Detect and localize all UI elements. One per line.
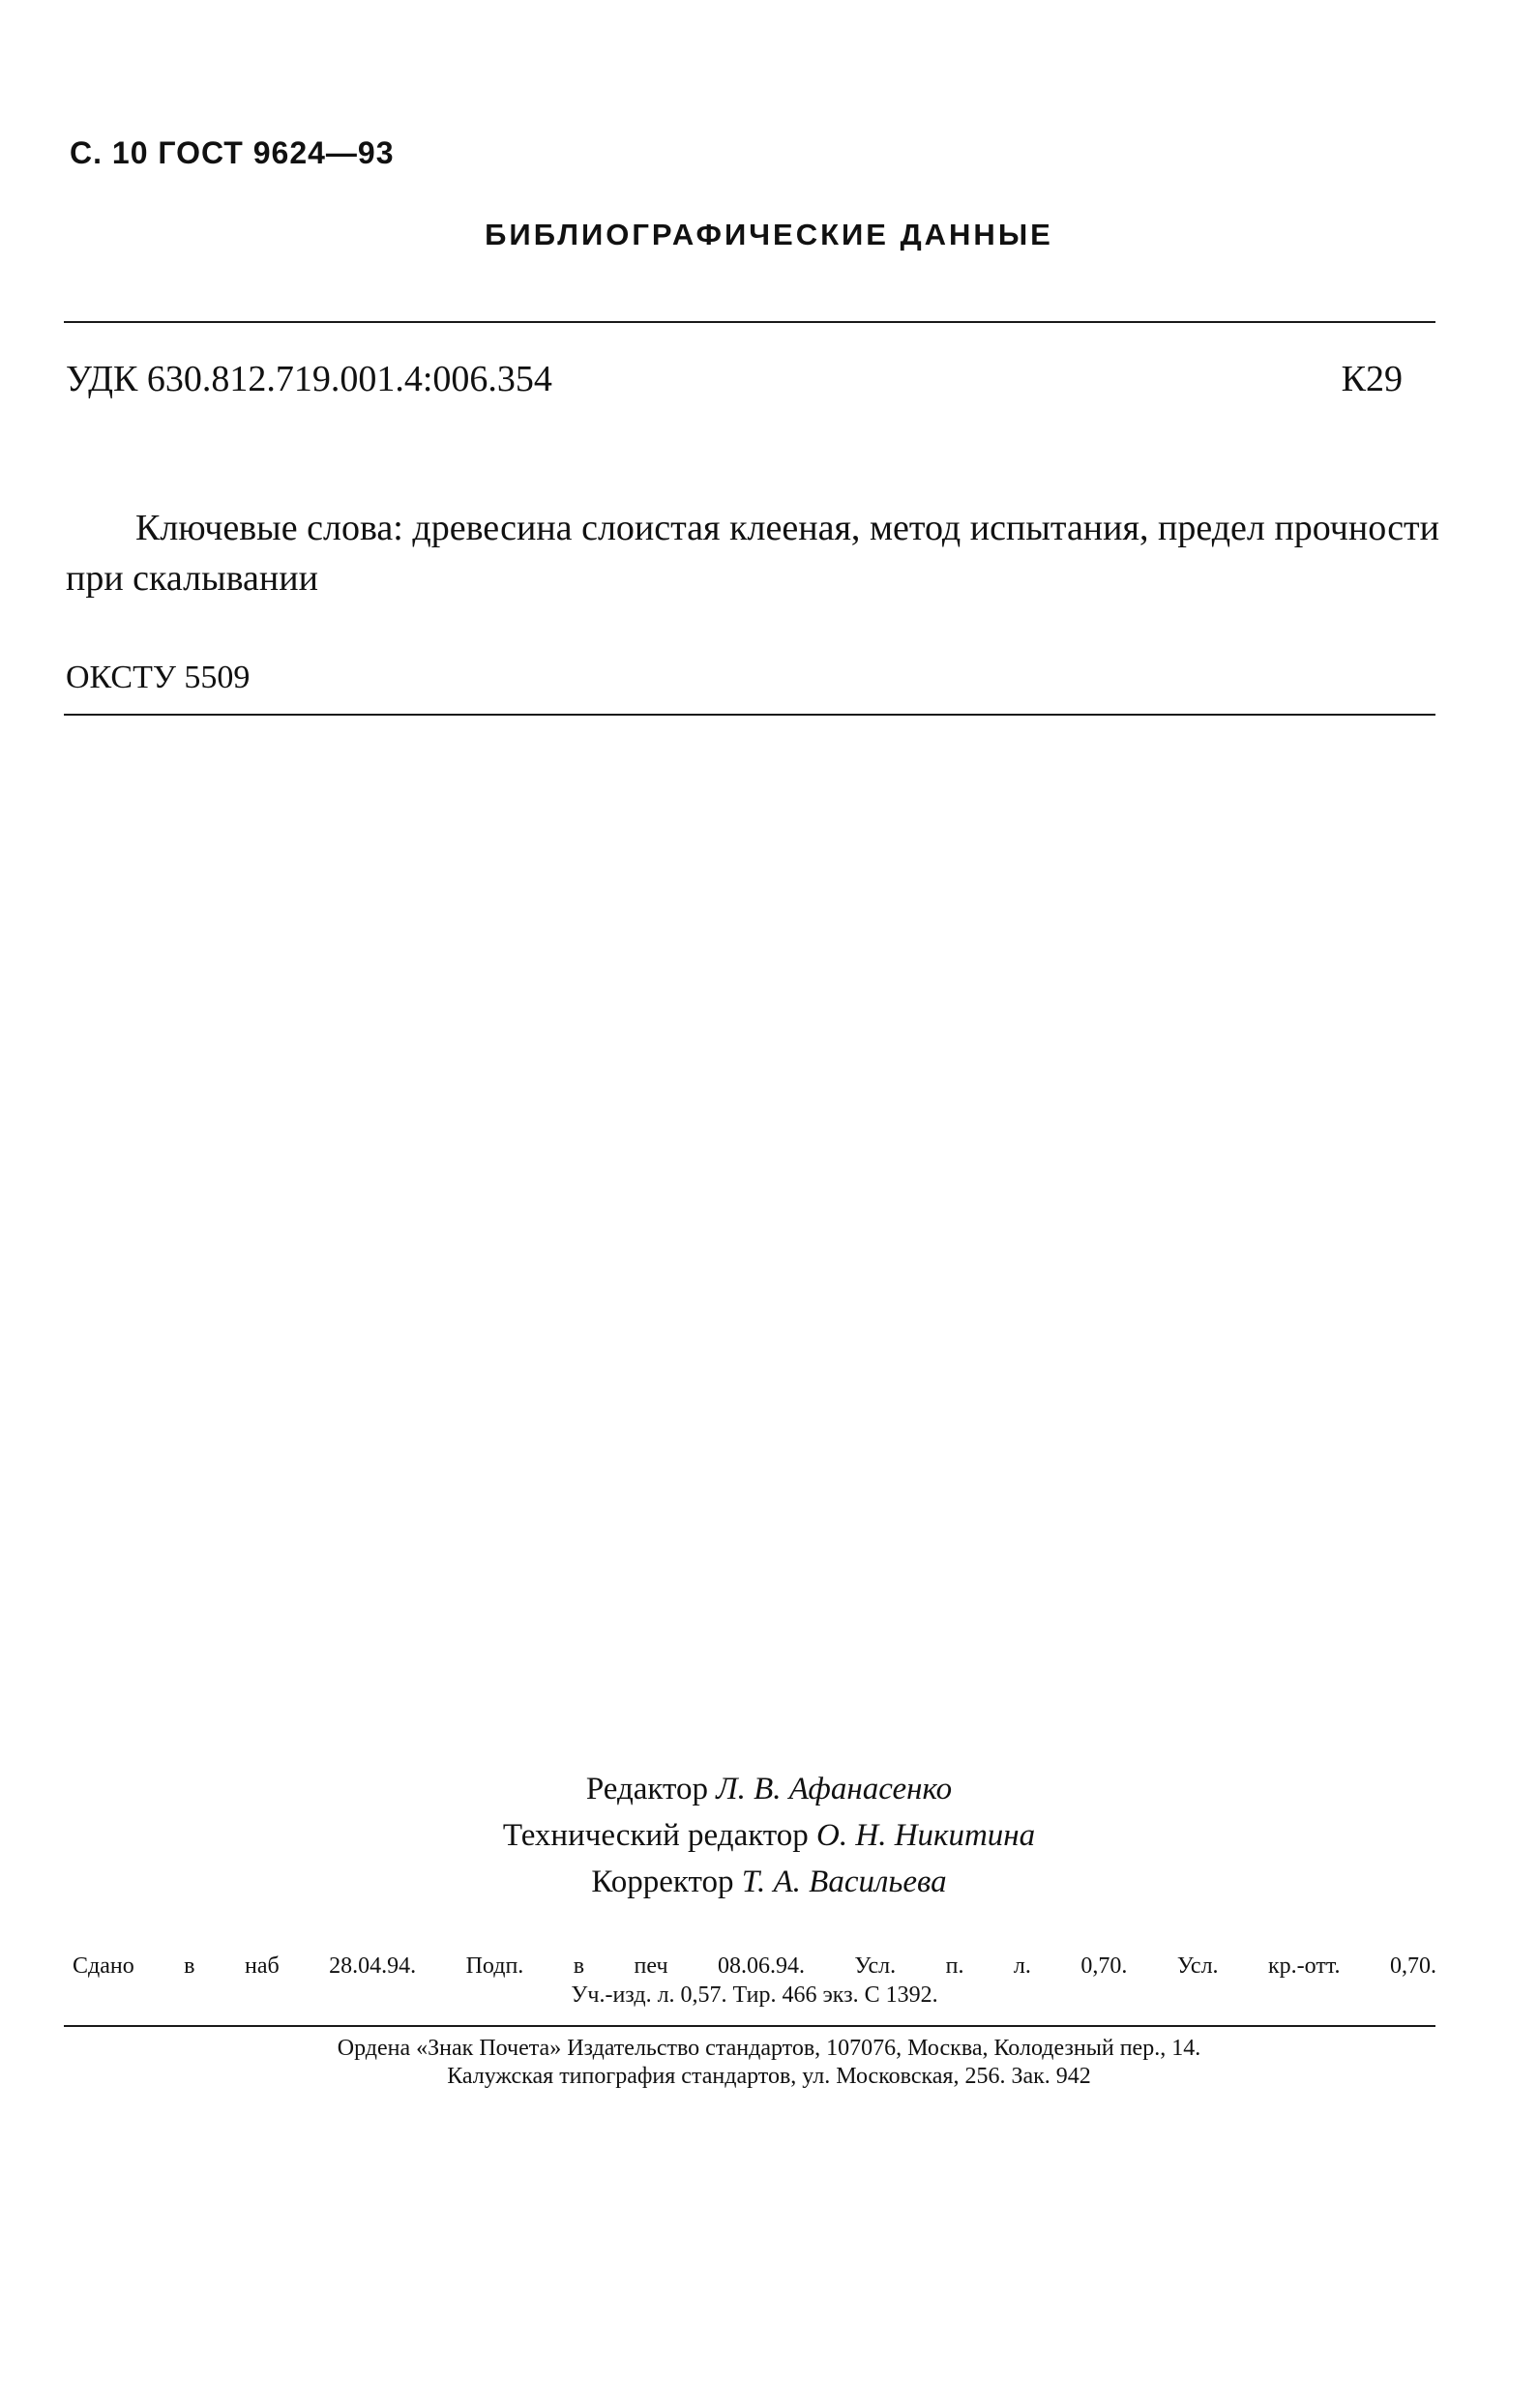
divider-publisher — [64, 2025, 1435, 2027]
section-title: БИБЛИОГРАФИЧЕСКИЕ ДАННЫЕ — [485, 218, 1053, 251]
keywords: Ключевые слова: древесина слоистая клееная, метод испытания, предел прочности при скалывании — [66, 508, 1439, 599]
okstu-code: ОКСТУ 5509 — [66, 660, 251, 695]
publisher-info — [0, 2035, 1538, 2091]
classification-code: К29 — [1341, 359, 1403, 399]
credit-role: Технический редактор — [502, 1818, 809, 1853]
print-data-token: 28.04.94. — [329, 1953, 417, 1979]
print-data-line-2: Уч.-изд. л. 0,57. Тир. 466 экз. С 1392. — [571, 1982, 938, 2008]
print-data-token: Усл. — [1176, 1953, 1219, 1979]
publisher-line-2: Калужская типография стандартов, ул. Московская, 256. Зак. 942 — [447, 2064, 1091, 2089]
credit-person: Т. А. Васильева — [741, 1865, 947, 1899]
credit-proofreader — [0, 1859, 1538, 1905]
credit-role: Корректор — [591, 1865, 734, 1899]
divider-bibliography-end — [64, 714, 1435, 716]
publisher-line-1: Ордена «Знак Почета» Издательство стандартов, 107076, Москва, Колодезный пер., 14. — [337, 2036, 1201, 2061]
print-data-token: п. — [945, 1953, 964, 1979]
credit-role: Редактор — [585, 1772, 709, 1806]
print-data-token: 0,70. — [1389, 1953, 1436, 1979]
credit-person: Л. В. Афанасенко — [716, 1772, 953, 1806]
print-data-token: 08.06.94. — [717, 1953, 805, 1979]
print-data-token: печ — [634, 1953, 668, 1979]
print-data-token: Подп. — [465, 1953, 524, 1979]
print-data-token: Усл. — [854, 1953, 897, 1979]
page-header: С. 10 ГОСТ 9624—93 — [70, 135, 395, 170]
print-data-token: Сдано — [73, 1953, 134, 1979]
editorial-credits — [0, 1766, 1538, 1905]
credit-editor — [0, 1766, 1538, 1812]
credit-technical-editor — [0, 1812, 1538, 1859]
print-data-token: кр.-отт. — [1268, 1953, 1341, 1979]
credit-person: О. Н. Никитина — [816, 1818, 1036, 1853]
divider-top — [64, 321, 1435, 323]
print-data-token: в — [184, 1953, 195, 1979]
print-data-token: л. — [1013, 1953, 1031, 1979]
print-data-token: 0,70. — [1080, 1953, 1128, 1979]
print-data — [73, 1952, 1436, 2010]
print-data-line-1 — [73, 1952, 1436, 1981]
print-data-token: в — [573, 1953, 585, 1979]
udc-code: УДК 630.812.719.001.4:006.354 — [66, 359, 552, 399]
print-data-token: наб — [244, 1953, 280, 1979]
